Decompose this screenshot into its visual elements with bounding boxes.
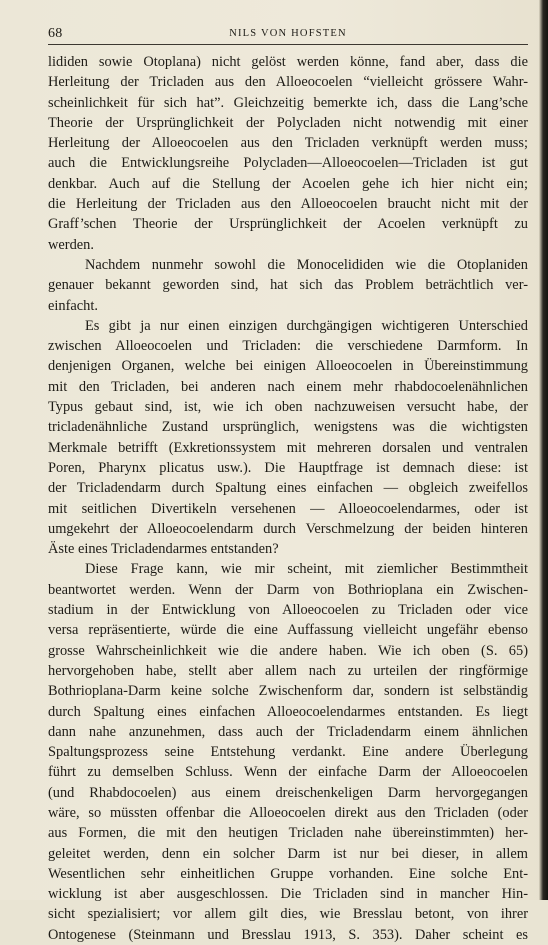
text-line: führt zu demselben Schluss. Wenn der einfache Darm der Alloeocoelen [48,764,528,781]
text-line: Theorie der Ursprünglichkeit der Polycladen nicht notwendig mit einer [48,114,528,131]
page-header [48,26,528,42]
text-line: Poren, Pharynx plicatus usw.). Die Hauptfrage ist demnach diese: ist [48,459,528,476]
text-line: Spaltungsprozess seine Entstehung verdankt. Eine andere Überlegung [48,744,528,761]
text-line: werden. [48,236,94,253]
text-line: mit seitlichen Divertikeln versehenen — Alloeocoelendarmes, oder ist [48,500,528,517]
text-line: die Herleitung der Tricladen aus den Alloeocoelen braucht nicht mit der [48,196,528,213]
text-line: lididen sowie Otoplana) nicht gelöst werden könne, fand aber, dass die [48,54,528,70]
text-line: (und Rhabdocoelen) aus einem dreischenkeligen Darm hervorgegangen [48,784,528,801]
text-line: genauer bekannt geworden sind, hat sich das Problem beträchtlich ver- [48,277,528,294]
text-line: hervorgehoben habe, stellt aber allem nach zu urteilen der ringförmige [48,662,528,679]
text-line: sicht spezialisiert; vor allem gilt dies, wie Bresslau betont, von ihrer [48,906,528,923]
text-line: stadium in der Entwicklung von Alloeocoelen zu Tricladen oder vice [48,602,528,619]
text-line: scheinlichkeit für sich hat”. Gleichzeitig bemerkte ich, dass die Lang’sche [48,94,528,111]
text-line: geleitet werden, denn ein solcher Darm ist nur bei dieser, in allem [48,845,528,862]
text-line: aus Formen, die mit den heutigen Tricladen nahe übereinstimmten) her- [48,825,528,842]
text-line: auch die Entwicklungsreihe Polycladen—Alloeocoelen—Tricladen ist gut [48,155,528,172]
body-text [48,52,528,945]
text-line: zwischen Alloeocoelen und Tricladen: die verschiedene Darmform. In [48,338,528,355]
text-line: tricladenähnliche Zustand ursprünglich, wenigstens was die wichtigsten [48,419,528,436]
text-line: Herleitung der Tricladen aus den Alloeocoelen “vielleicht grössere Wahr- [48,74,528,91]
text-line: Es gibt ja nur einen einzigen durchgängigen wichtigeren Unterschied [85,317,528,334]
text-line: Typus gebaut sind, ist, wie ich oben nachzuweisen versucht habe, der [48,399,528,416]
text-line: versa repräsentierte, würde die eine Auffassung vielleicht ungefähr ebenso [48,622,528,639]
text-line: umgekehrt der Alloeocoelendarm durch Verschmelzung der beiden hinteren [48,520,528,537]
text-line: grosse Wahrscheinlichkeit wie die andere haben. Wie ich oben (S. 65) [48,642,528,659]
text-line: Nachdem nunmehr sowohl die Monocelididen wie die Otoplaniden [85,256,528,273]
text-line: wicklung ist aber ausgeschlossen. Die Tricladen sind in mancher Hin- [48,886,528,903]
text-line: dann nahe anzunehmen, dass auch der Tricladendarm einem ähnlichen [48,723,528,740]
text-line: Graff’schen Theorie der Ursprünglichkeit der Acoelen verknüpft zu [48,216,528,233]
text-line: Äste eines Tricladendarmes entstanden? [48,541,279,558]
text-line: Bothrioplana-Darm keine solche Zwischenform dar, sondern ist selbständig [48,683,528,700]
text-line: Wesentlichen sehr einheitlichen Gruppe vorhanden. Eine solche Ent- [48,865,528,882]
text-line: denjenigen Organen, welche bei einigen Alloeocoelen in Übereinstimmung [48,358,528,375]
text-line: mit den Tricladen, bei anderen nach einem mehr rhabdocoelenähnlichen [48,378,528,395]
running-head: NILS VON HOFSTEN [229,28,347,39]
text-line: beantwortet werden. Wenn der Darm von Bothrioplana ein Zwischen- [48,581,528,598]
text-line: der Tricladendarm durch Spaltung eines einfachen — obgleich zweifellos [48,480,528,497]
text-line: wäre, so müssten offenbar die Alloeocoelen direkt aus den Tricladen (oder [48,804,528,821]
text-line: durch Spaltung eines einfachen Alloeocoelendarmes entstanden. Es liegt [48,703,528,720]
page-number: 68 [48,26,63,41]
text-line: Diese Frage kann, wie mir scheint, mit ziemlicher Bestimmtheit [85,561,528,578]
text-line: einfacht. [48,297,98,314]
text-line: denkbar. Auch auf die Stellung der Acoelen gehe ich hier nicht ein; [48,175,528,192]
text-line: Ontogenese (Steinmann und Bresslau 1913, S. 353). Daher scheint es [48,926,528,943]
page-edge-shadow [539,0,548,900]
header-rule [48,44,528,45]
text-line: Merkmale betrifft (Exkretionssystem mit mehreren dorsalen und ventralen [48,439,528,456]
text-line: Herleitung der Alloeocoelen aus den Tricladen verknüpft werden muss; [48,135,528,152]
